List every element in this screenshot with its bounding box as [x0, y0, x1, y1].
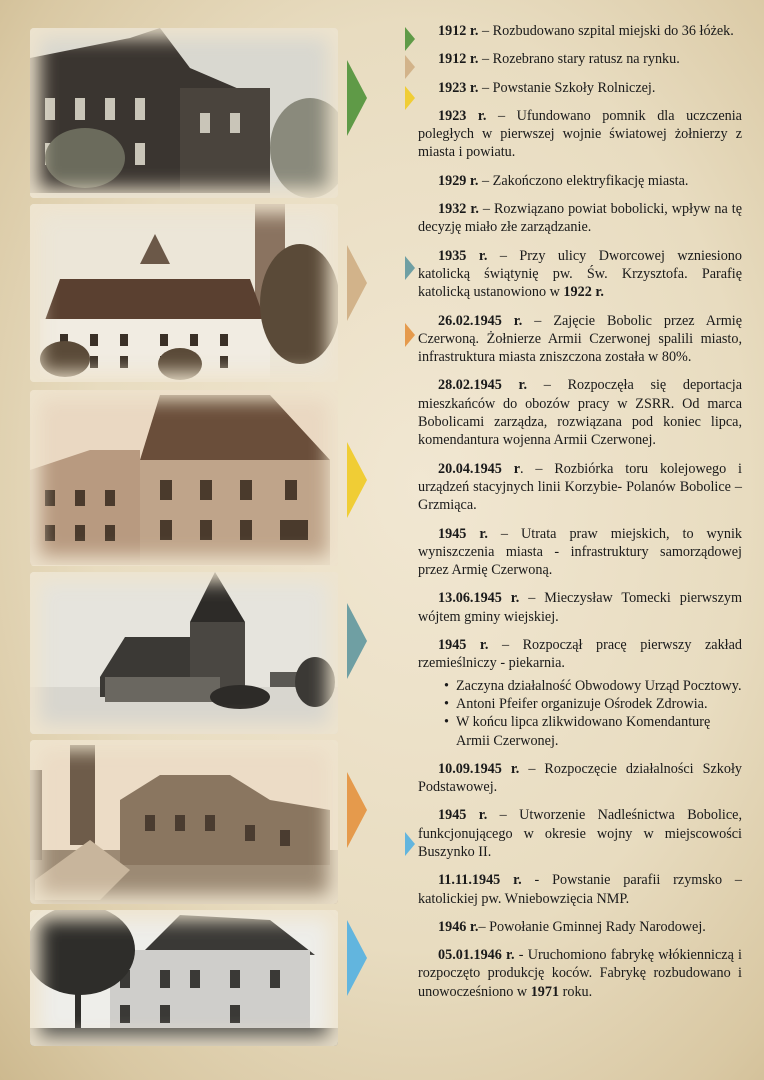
slate-bullet-arrow [405, 256, 415, 280]
slate-arrow-marker [347, 603, 367, 679]
timeline-entry: 1912 r. – Rozebrano stary ratusz na rynku. [438, 51, 680, 68]
bullet-list [418, 677, 742, 750]
town-hall-photo [30, 204, 338, 382]
tan-bullet-arrow [405, 55, 415, 79]
bullet-item: • W końcu lipca zlikwidowano Komendanturę Armii Czerwonej. [456, 713, 742, 750]
school-photo [30, 390, 338, 566]
timeline-entry: 26.02.1945 r. – Zajęcie Bobolic przez Armię Czerwoną. Żołnierze Armii Czerwonej spalili miasto, infrastruktura miasta zniszczona została w 80%. [418, 312, 742, 366]
timeline-entry: 11.11.1945 r. - Powstanie parafii rzymsko – katolickiej pw. Wniebowzięcia NMP. [418, 872, 742, 907]
blue-bullet-arrow [405, 832, 415, 856]
orange-arrow-marker [347, 772, 367, 848]
timeline-entry: 1923 r. – Ufundowano pomnik dla uczczenia poległych w pierwszej wojnie światowej żołnierzy z miasta i powiatu. [418, 107, 742, 161]
timeline-entry: 10.09.1945 r. – Rozpoczęcie działalności Szkoły Podstawowej. [418, 760, 742, 796]
church-photo [30, 572, 338, 734]
timeline-entry: 1932 r. – Rozwiązano powiat bobolicki, wpływ na tę decyzję miało złe zarządzanie. [418, 201, 742, 236]
timeline-entry: 28.02.1945 r. – Rozpoczęła się deportacja mieszkańców do obozów pracy w ZSRR. Od marca Bobolicami zarządza, rozwiązana pod koniec lipca, komendantura wojenna Armii Czerwonej. [418, 377, 742, 449]
yellow-bullet-arrow [405, 86, 415, 110]
timeline-entry: 20.04.1945 r. – Rozbiórka toru kolejowego i urządzeń stacyjnych linii Korzybie- Polanów Bobolice – Grzmiąca. [418, 460, 742, 514]
orange-bullet-arrow [405, 323, 415, 347]
timeline-entry: 1923 r. – Powstanie Szkoły Rolniczej. [438, 79, 656, 96]
green-bullet-arrow [405, 27, 415, 51]
timeline-entry: 1946 r.– Powołanie Gminnej Rady Narodowej. [438, 918, 706, 935]
tan-arrow-marker [347, 245, 367, 321]
timeline-entry: 1935 r. – Przy ulicy Dworcowej wzniesiono katolicką świątynię pw. Św. Krzysztofa. Parafię katolicką ustanowiono w 1922 r. [418, 247, 742, 301]
bullet-item: • Zaczyna działalność Obwodowy Urząd Pocztowy. [456, 677, 742, 695]
timeline-entry: 1929 r. – Zakończono elektryfikację miasta. [438, 172, 689, 189]
yellow-arrow-marker [347, 442, 367, 518]
timeline-entry: 05.01.1946 r. - Uruchomiono fabrykę włókienniczą i rozpoczęto produkcję koców. Fabrykę rozbudowano i unowocześniono w 1971 roku. [418, 947, 743, 1000]
bullet-item: • Antoni Pfeifer organizuje Ośrodek Zdrowia. [456, 695, 742, 713]
green-arrow-marker [347, 60, 367, 136]
photo-strip [30, 28, 338, 1048]
ruins-photo [30, 740, 338, 904]
timeline-entries [418, 22, 742, 1011]
timeline-entry: 1945 r. – Rozpoczął pracę pierwszy zakład rzemieślniczy - piekarnia. [418, 637, 742, 672]
hospital-photo [30, 28, 338, 198]
villa-photo [30, 910, 338, 1046]
blue-arrow-marker [347, 920, 367, 996]
timeline-entry: 1945 r. – Utrata praw miejskich, to wynik wyniszczenia miasta - infrastruktury samorządowej przez Armię Czerwoną. [418, 525, 742, 579]
timeline-entry: 1945 r. – Utworzenie Nadleśnictwa Bobolice, funkcjonującego w okresie wojny w miejscowości Buszynko II. [418, 807, 742, 860]
timeline-entry: 13.06.1945 r. – Mieczysław Tomecki pierwszym wójtem gminy wiejskiej. [418, 590, 742, 625]
timeline-entry: 1912 r. – Rozbudowano szpital miejski do 36 łóżek. [438, 23, 734, 39]
